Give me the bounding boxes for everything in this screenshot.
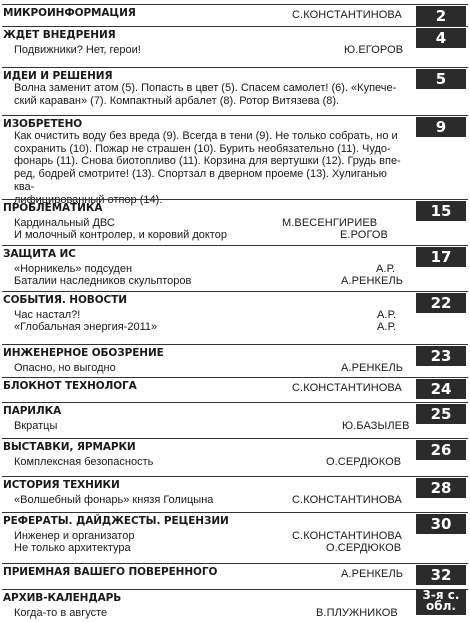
- toc-section: [0, 402, 470, 432]
- article-title[interactable]: Инженер и организатор: [14, 530, 135, 542]
- article-list-line[interactable]: ский караван» (7). Компактный арбалет (8). Ротор Витязева (8).: [14, 94, 340, 107]
- section-divider: [2, 438, 468, 439]
- page-number-badge: 2: [416, 6, 466, 26]
- section-heading: РЕФЕРАТЫ. ДАЙДЖЕСТЫ. РЕЦЕНЗИИ: [3, 515, 229, 527]
- toc-section: [0, 512, 470, 554]
- article-title[interactable]: И молочный контролер, и коровий доктор: [14, 229, 227, 241]
- article-list-paragraph: [14, 82, 409, 107]
- page-number-badge: 4: [416, 28, 466, 48]
- page-number-badge: 25: [416, 404, 466, 424]
- section-divider: [2, 199, 468, 200]
- page-number-badge: 26: [416, 440, 466, 460]
- toc-section: [0, 438, 470, 468]
- toc-section: [0, 199, 470, 241]
- page-number-badge: 5: [416, 69, 466, 89]
- toc-section: [0, 67, 470, 107]
- author-name: Е.РОГОВ: [340, 229, 388, 241]
- section-heading: ВЫСТАВКИ, ЯРМАРКИ: [3, 441, 136, 453]
- article-title[interactable]: Вкратцы: [14, 420, 58, 432]
- page-number-badge: 23: [416, 346, 466, 366]
- section-divider: [2, 4, 468, 5]
- section-heading: БЛОКНОТ ТЕХНОЛОГА: [3, 380, 137, 392]
- article-title[interactable]: Кардинальный ДВС: [14, 217, 115, 229]
- section-heading: МИКРОИНФОРМАЦИЯ: [3, 7, 136, 19]
- article-list-paragraph: [14, 130, 409, 206]
- page-number-line: обл.: [426, 599, 456, 613]
- article-title[interactable]: Комплексная безопасность: [14, 456, 154, 468]
- author-name: А.Р.: [376, 263, 396, 275]
- toc-section: [0, 245, 470, 287]
- section-divider: [2, 245, 468, 246]
- page-number-badge: 22: [416, 293, 466, 313]
- article-list-line[interactable]: ред, бодрей смотрите! (13). Спортзал в дверном проеме (13). Хулиганью ква-: [14, 168, 387, 193]
- section-heading: ЖДЕТ ВНЕДРЕНИЯ: [3, 29, 116, 41]
- section-heading: ЗАЩИТА ИС: [3, 248, 76, 260]
- author-name: С.КОНСТАНТИНОВА: [292, 382, 402, 394]
- article-list-line[interactable]: Как очистить воду без вреда (9). Всегда в тени (9). Не только собрать, но и: [14, 130, 398, 142]
- article-list-line[interactable]: Волна заменит атом (5). Попасть в цвет (5). Спасем самолет! (6). «Купече-: [14, 82, 397, 94]
- page-number-badge: 24: [416, 379, 466, 399]
- toc-section: [0, 115, 470, 206]
- author-name: Ю.БАЗЫЛЕВ: [342, 420, 410, 432]
- section-divider: [2, 26, 468, 27]
- author-name: О.СЕРДЮКОВ: [326, 456, 402, 468]
- author-name: Ю.ЕГОРОВ: [344, 44, 404, 56]
- author-name: О.СЕРДЮКОВ: [326, 542, 402, 554]
- section-heading: ПАРИЛКА: [3, 405, 62, 417]
- section-divider: [2, 476, 468, 477]
- page-number-badge: [416, 589, 466, 615]
- section-divider: [2, 402, 468, 403]
- article-list-line[interactable]: сохранить (10). Пожар не страшен (10). Бурить необязательно (11). Чудо-: [14, 142, 391, 155]
- author-name: А.РЕНКЕЛЬ: [341, 275, 404, 287]
- author-name: С.КОНСТАНТИНОВА: [292, 494, 402, 506]
- toc-section: [0, 589, 470, 619]
- page-number-badge: 15: [416, 201, 466, 221]
- article-list-line[interactable]: фонарь (11). Снова биотопливо (11). Корзина для вертушки (12). Грудь впе-: [14, 155, 401, 168]
- section-heading: АРХИВ-КАЛЕНДАРЬ: [3, 592, 122, 604]
- author-name: М.ВЕСЕНГИРИЕВ: [282, 217, 378, 229]
- article-title[interactable]: Подвижники? Нет, герои!: [14, 44, 141, 56]
- author-name: С.КОНСТАНТИНОВА: [292, 9, 402, 21]
- section-heading: ПРИЕМНАЯ ВАШЕГО ПОВЕРЕННОГО: [3, 566, 218, 578]
- toc-section: [0, 291, 470, 333]
- section-divider: [2, 115, 468, 116]
- article-title[interactable]: Не только архитектура: [14, 542, 131, 554]
- author-name: В.ПЛУЖНИКОВ: [316, 607, 398, 619]
- section-divider: [2, 512, 468, 513]
- section-divider: [2, 589, 468, 590]
- section-divider: [2, 377, 468, 378]
- toc-section: [0, 26, 470, 56]
- article-title[interactable]: Час настал?!: [14, 309, 81, 321]
- article-title[interactable]: «Волшебный фонарь» князя Голицына: [14, 494, 214, 506]
- article-title[interactable]: Опасно, но выгодно: [14, 362, 116, 374]
- section-heading: СОБЫТИЯ. НОВОСТИ: [3, 294, 127, 306]
- author-name: А.РЕНКЕЛЬ: [341, 362, 404, 374]
- author-name: С.КОНСТАНТИНОВА: [292, 530, 402, 542]
- page-number-line: 3-я с.: [422, 588, 460, 602]
- toc-section: [0, 476, 470, 506]
- article-title[interactable]: Когда-то в августе: [14, 607, 108, 619]
- page-number-badge: 17: [416, 247, 466, 267]
- section-heading: ПРОБЛЕМАТИКА: [3, 202, 103, 214]
- author-name: А.Р.: [377, 309, 397, 321]
- page-number-badge: 30: [416, 514, 466, 534]
- section-divider: [2, 563, 468, 564]
- section-divider: [2, 67, 468, 68]
- section-heading: ИСТОРИЯ ТЕХНИКИ: [3, 479, 120, 491]
- page-number-badge: 28: [416, 478, 466, 498]
- article-title[interactable]: Баталии наследников скульпторов: [14, 275, 192, 287]
- section-heading: ИДЕИ И РЕШЕНИЯ: [3, 70, 113, 82]
- toc-section: [0, 344, 470, 374]
- article-title[interactable]: «Норникель» подсуден: [14, 263, 133, 275]
- article-title[interactable]: «Глобальная энергия-2011»: [14, 321, 158, 333]
- page-number-badge: 9: [416, 117, 466, 137]
- section-heading: ИНЖЕНЕРНОЕ ОБОЗРЕНИЕ: [3, 347, 164, 359]
- author-name: А.Р.: [377, 321, 397, 333]
- section-divider: [2, 344, 468, 345]
- page-number-badge: 32: [416, 565, 466, 585]
- author-name: А.РЕНКЕЛЬ: [341, 568, 404, 580]
- article-list-line[interactable]: лифицированный отпор (14).: [14, 193, 163, 206]
- section-heading: ИЗОБРЕТЕНО: [3, 118, 83, 130]
- section-divider: [2, 291, 468, 292]
